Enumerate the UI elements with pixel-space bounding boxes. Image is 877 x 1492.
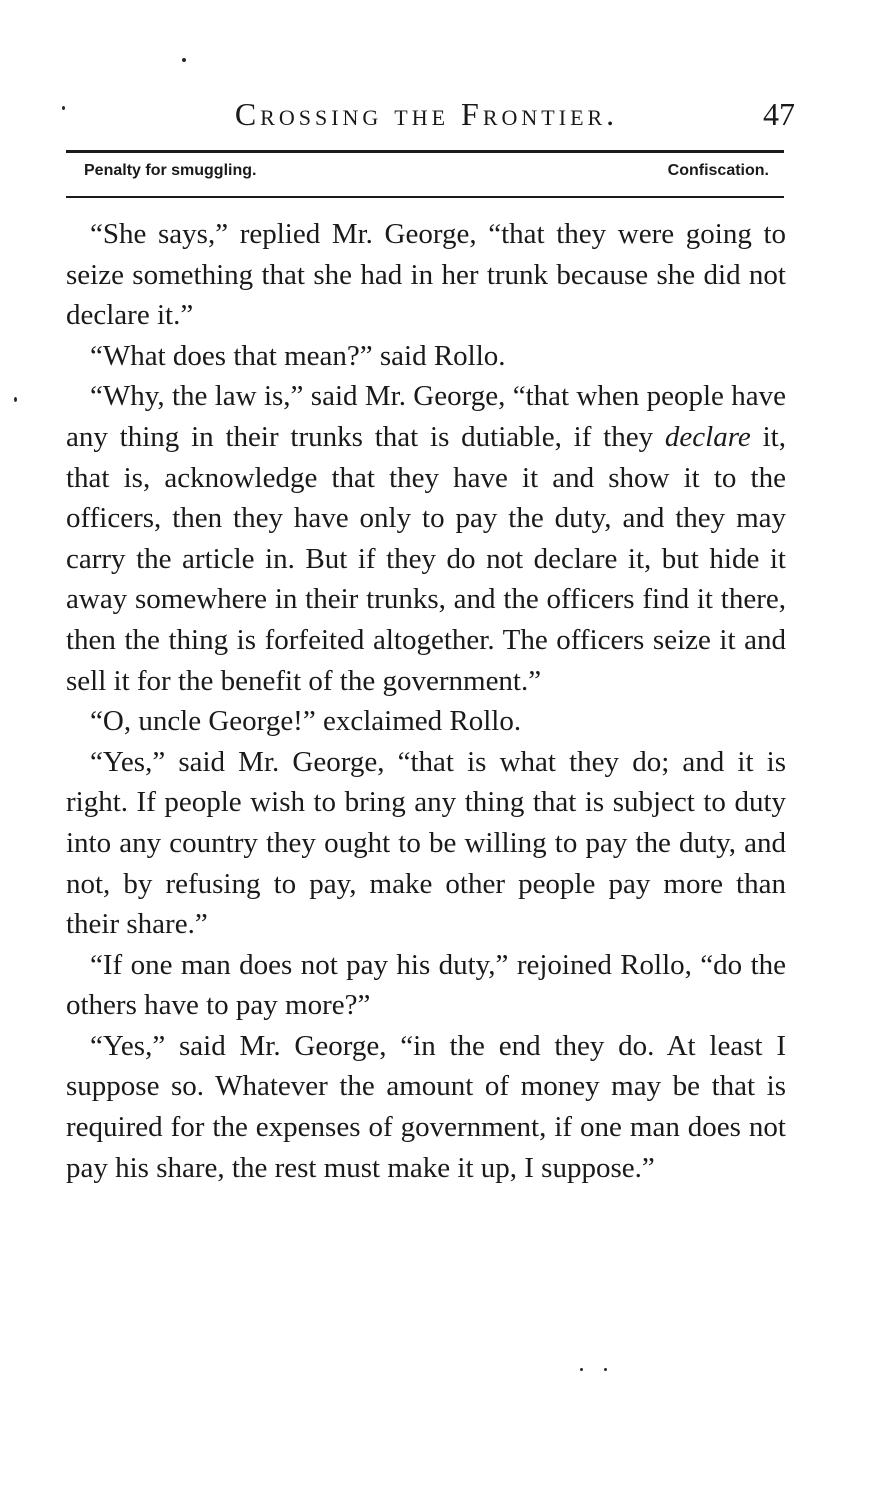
paragraph-text: it, that is, acknowledge that they have it and show it to the officers, then they have only to pay the duty, and they may carry the article in. But if they do not declare it, but hide it away somewhere in their trunks, and the officers find it there, then the thing is forfeited altogether. The officers seize it and sell it for the benefit of the government.” <box>66 420 786 697</box>
paragraph-text: “Why, the law is,” said Mr. George, “that when people have any thing in their trunks that is dutiable, if they <box>66 380 786 453</box>
print-speck <box>182 58 186 62</box>
paragraph: “O, uncle George!” exclaimed Rollo. <box>90 705 522 738</box>
print-speck <box>580 1368 583 1371</box>
running-head <box>66 96 795 140</box>
print-speck <box>14 397 17 402</box>
header-rule-bottom <box>66 196 784 198</box>
header-rule-top <box>66 150 784 153</box>
print-speck <box>62 106 65 110</box>
paragraph: “Yes,” said Mr. George, “that is what they do; and it is right. If people wish to bring any thing that is subject to duty into any country they ought to be willing to pay the duty, and not, by refusing to pay, make other people pay more than their share.” <box>66 745 786 941</box>
marginal-note-left: Penalty for smuggling. <box>84 162 257 179</box>
paragraph: “If one man does not pay his duty,” rejoined Rollo, “do the others have to pay more?” <box>66 948 786 1022</box>
emphasized-word: declare <box>664 420 751 453</box>
print-speck <box>604 1368 607 1371</box>
marginal-notes <box>84 162 769 186</box>
body-text <box>66 214 786 1188</box>
page-number: 47 <box>763 96 795 132</box>
running-title: Crossing the Frontier. <box>234 96 619 132</box>
paragraph: “What does that mean?” said Rollo. <box>90 339 506 372</box>
marginal-note-right: Confiscation. <box>667 162 769 179</box>
paragraph <box>66 376 786 701</box>
paragraph: “Yes,” said Mr. George, “in the end they do. At least I suppose so. Whatever the amount of money may be that is required for the expenses of government, if one man does not pay his share, the rest must make it up, I suppose.” <box>66 1029 786 1184</box>
paragraph: “She says,” replied Mr. George, “that they were going to seize something that she had in her trunk because she did not declare it.” <box>66 218 786 332</box>
